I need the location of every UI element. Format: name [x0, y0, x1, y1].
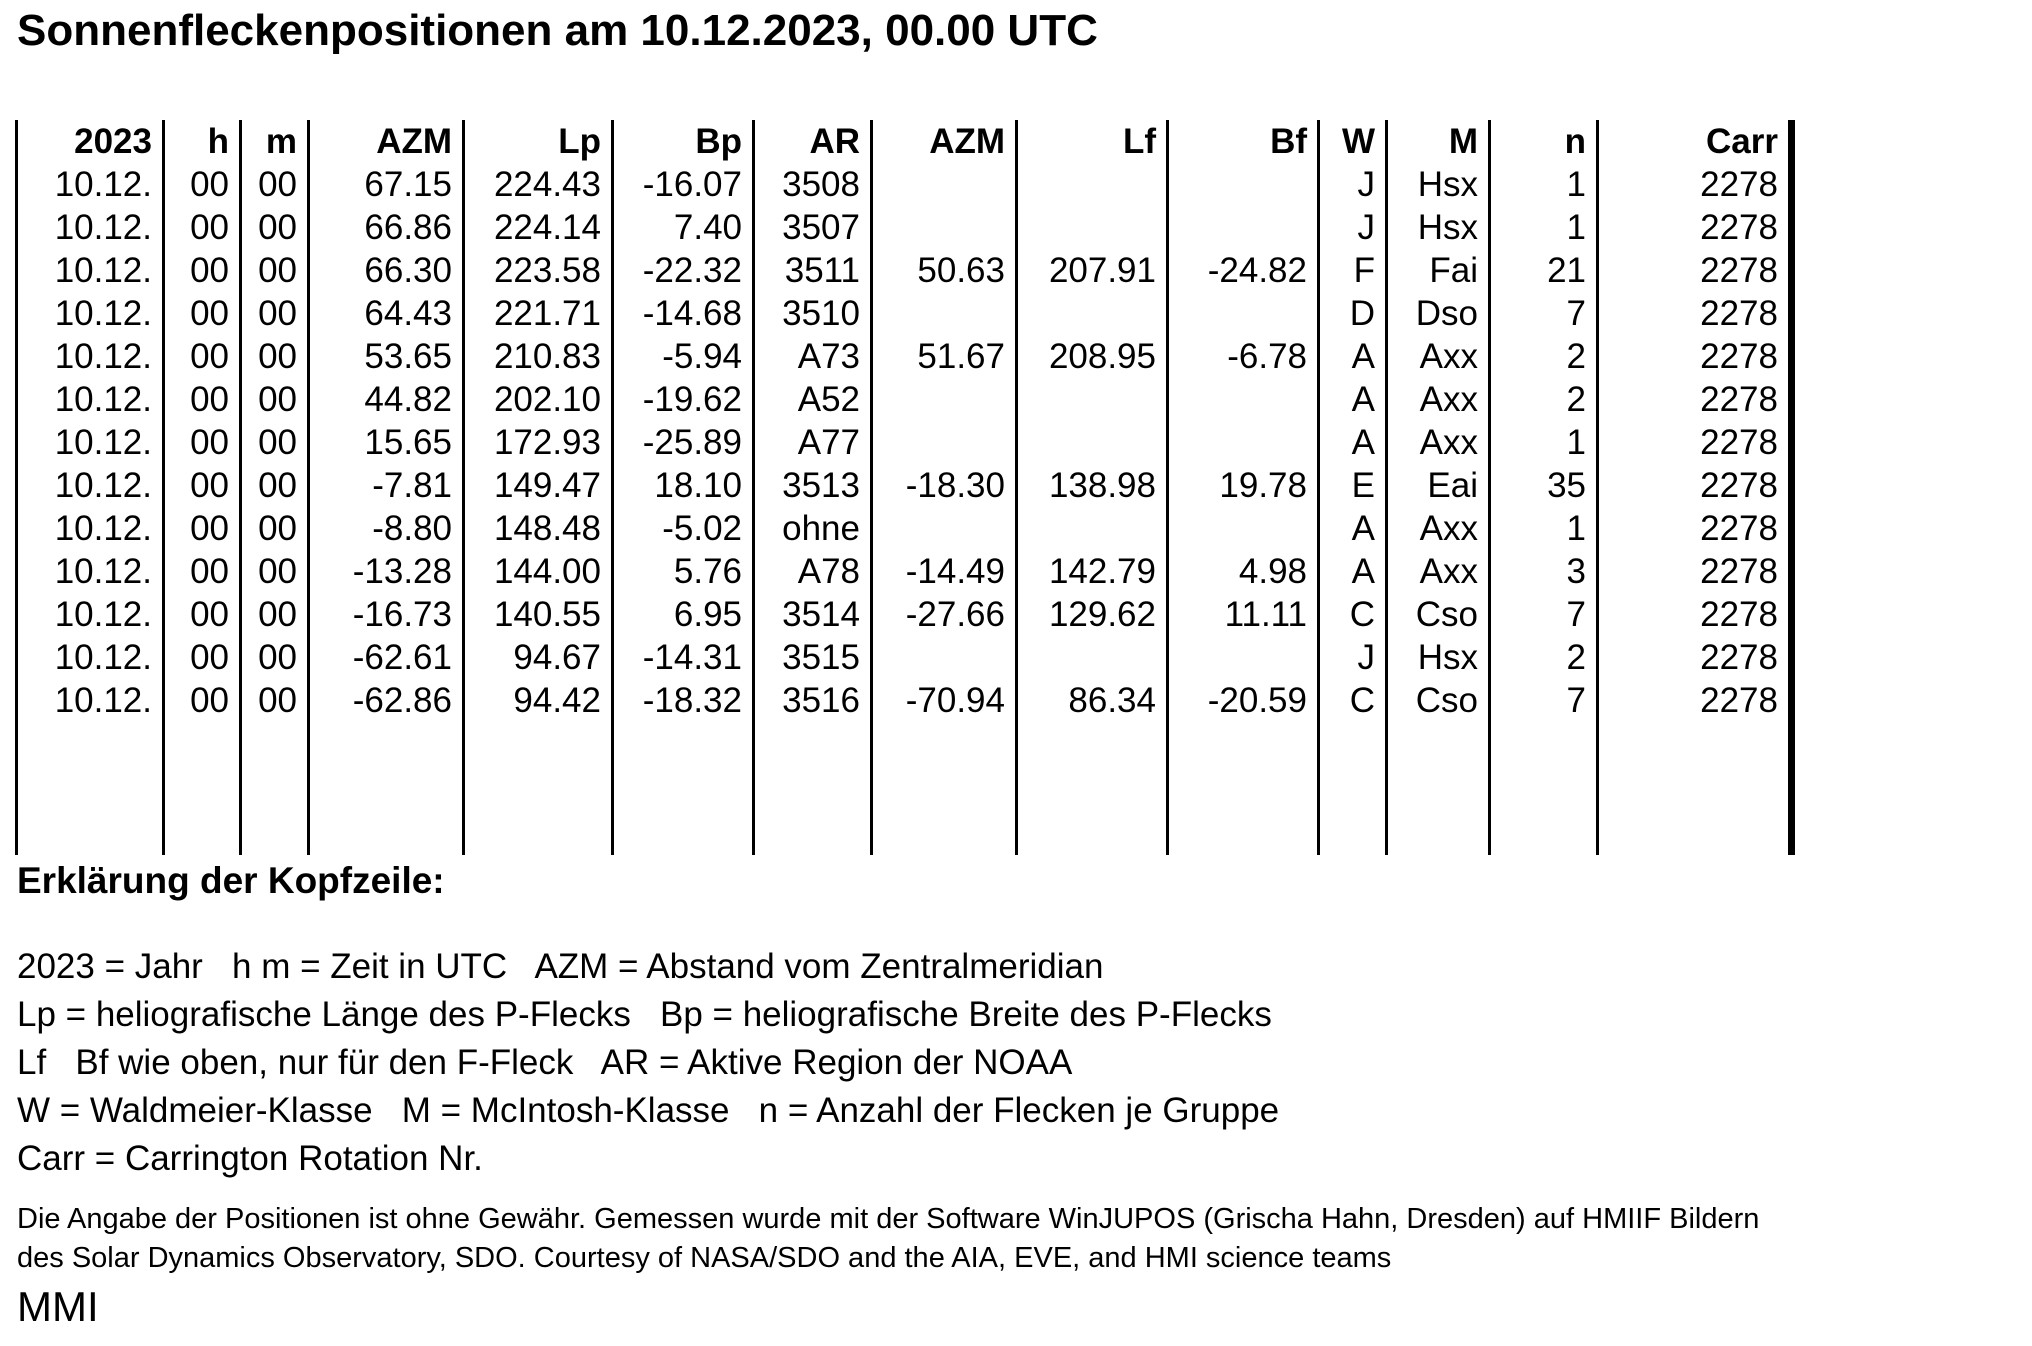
table-cell — [1017, 378, 1168, 421]
table-cell: 10.12. — [17, 593, 164, 636]
table-cell: 10.12. — [17, 679, 164, 722]
col-header-lp: Lp — [464, 120, 613, 163]
table-cell: 00 — [164, 335, 241, 378]
table-cell: 18.10 — [613, 464, 754, 507]
col-header-bf: Bf — [1168, 120, 1319, 163]
table-cell: 4.98 — [1168, 550, 1319, 593]
table-cell: -7.81 — [309, 464, 464, 507]
table-cell: 138.98 — [1017, 464, 1168, 507]
table-cell: 35 — [1490, 464, 1598, 507]
table-filler-cell — [1490, 722, 1598, 855]
col-header-m: m — [241, 120, 309, 163]
table-cell: -62.61 — [309, 636, 464, 679]
table-cell: -22.32 — [613, 249, 754, 292]
table-cell: A — [1319, 378, 1387, 421]
table-cell: 66.86 — [309, 206, 464, 249]
table-cell: 2 — [1490, 378, 1598, 421]
table-cell: Axx — [1387, 335, 1490, 378]
table-cell: 2278 — [1598, 464, 1792, 507]
table-cell: 00 — [164, 679, 241, 722]
table-cell: Fai — [1387, 249, 1490, 292]
table-cell: 10.12. — [17, 378, 164, 421]
table-cell: -19.62 — [613, 378, 754, 421]
table-cell: A77 — [754, 421, 872, 464]
table-row — [17, 464, 1792, 507]
table-cell: 2278 — [1598, 249, 1792, 292]
table-cell — [872, 378, 1017, 421]
table-cell: J — [1319, 206, 1387, 249]
table-cell: -14.31 — [613, 636, 754, 679]
table-cell: 11.11 — [1168, 593, 1319, 636]
table-cell: 1 — [1490, 206, 1598, 249]
table-cell: J — [1319, 636, 1387, 679]
table-cell: 00 — [164, 378, 241, 421]
col-header-carr: Carr — [1598, 120, 1792, 163]
table-cell — [1017, 163, 1168, 206]
table-cell: 2278 — [1598, 636, 1792, 679]
table-cell: 67.15 — [309, 163, 464, 206]
table-cell — [1168, 292, 1319, 335]
table-cell: A73 — [754, 335, 872, 378]
table-cell: 64.43 — [309, 292, 464, 335]
table-cell: 7 — [1490, 292, 1598, 335]
table-cell: 00 — [241, 292, 309, 335]
explanation-line: Carr = Carrington Rotation Nr. — [17, 1139, 483, 1178]
table-cell: 00 — [241, 636, 309, 679]
table-cell: 7.40 — [613, 206, 754, 249]
table-row — [17, 636, 1792, 679]
table-row — [17, 249, 1792, 292]
table-row — [17, 206, 1792, 249]
table-cell: 221.71 — [464, 292, 613, 335]
table-row — [17, 550, 1792, 593]
table-cell: F — [1319, 249, 1387, 292]
table-cell: 10.12. — [17, 163, 164, 206]
table-cell: Axx — [1387, 550, 1490, 593]
table-row — [17, 507, 1792, 550]
table-cell: J — [1319, 163, 1387, 206]
table-cell: 210.83 — [464, 335, 613, 378]
table-cell: 10.12. — [17, 335, 164, 378]
table-cell: 3 — [1490, 550, 1598, 593]
table-cell: 00 — [241, 249, 309, 292]
table-cell: C — [1319, 593, 1387, 636]
table-cell: 3508 — [754, 163, 872, 206]
table-row — [17, 335, 1792, 378]
table-cell: 00 — [241, 507, 309, 550]
table-cell: Hsx — [1387, 636, 1490, 679]
table-row — [17, 378, 1792, 421]
table-cell: A — [1319, 507, 1387, 550]
table-cell: Cso — [1387, 593, 1490, 636]
sunspot-table-container — [15, 120, 1795, 855]
table-cell: 2278 — [1598, 421, 1792, 464]
table-cell: C — [1319, 679, 1387, 722]
table-cell: 140.55 — [464, 593, 613, 636]
table-cell: 129.62 — [1017, 593, 1168, 636]
table-cell: E — [1319, 464, 1387, 507]
table-cell: 00 — [241, 335, 309, 378]
table-cell: -25.89 — [613, 421, 754, 464]
table-header-row — [17, 120, 1792, 163]
table-cell: 2278 — [1598, 292, 1792, 335]
table-cell — [872, 636, 1017, 679]
table-cell: Axx — [1387, 507, 1490, 550]
table-filler-cell — [1598, 722, 1792, 855]
table-cell: 6.95 — [613, 593, 754, 636]
table-filler-cell — [1017, 722, 1168, 855]
table-cell: Dso — [1387, 292, 1490, 335]
table-cell: -5.94 — [613, 335, 754, 378]
table-cell: 00 — [241, 593, 309, 636]
col-header-mclass: M — [1387, 120, 1490, 163]
explanation-heading: Erklärung der Kopfzeile: — [17, 860, 445, 901]
table-cell: ohne — [754, 507, 872, 550]
col-header-w: W — [1319, 120, 1387, 163]
table-cell: -62.86 — [309, 679, 464, 722]
table-cell: 15.65 — [309, 421, 464, 464]
table-cell: 2278 — [1598, 206, 1792, 249]
table-cell: 10.12. — [17, 249, 164, 292]
sunspot-positions-table — [15, 120, 1795, 855]
table-cell: 10.12. — [17, 421, 164, 464]
table-filler-cell — [1387, 722, 1490, 855]
table-cell: 2278 — [1598, 335, 1792, 378]
col-header-h: h — [164, 120, 241, 163]
table-cell: Axx — [1387, 378, 1490, 421]
table-cell: 10.12. — [17, 507, 164, 550]
table-cell: 3507 — [754, 206, 872, 249]
table-cell: -16.07 — [613, 163, 754, 206]
table-cell: 5.76 — [613, 550, 754, 593]
table-cell: -18.32 — [613, 679, 754, 722]
disclaimer-text — [17, 1200, 1759, 1278]
table-cell — [1168, 421, 1319, 464]
disclaimer-line: des Solar Dynamics Observatory, SDO. Courtesy of NASA/SDO and the AIA, EVE, and HMI science teams — [17, 1242, 1392, 1274]
table-cell: 94.42 — [464, 679, 613, 722]
table-row — [17, 593, 1792, 636]
table-filler-cell — [1168, 722, 1319, 855]
table-cell: 00 — [164, 249, 241, 292]
table-cell: -27.66 — [872, 593, 1017, 636]
table-cell: -8.80 — [309, 507, 464, 550]
footer-signature: MMI — [17, 1283, 99, 1330]
table-cell: 202.10 — [464, 378, 613, 421]
col-header-azm-f: AZM — [872, 120, 1017, 163]
table-cell — [1017, 636, 1168, 679]
table-cell — [1168, 206, 1319, 249]
table-cell: 2278 — [1598, 378, 1792, 421]
table-filler-cell — [464, 722, 613, 855]
table-cell: A78 — [754, 550, 872, 593]
table-cell: 3511 — [754, 249, 872, 292]
table-cell: 207.91 — [1017, 249, 1168, 292]
table-cell: 44.82 — [309, 378, 464, 421]
table-cell: 00 — [164, 163, 241, 206]
table-filler-cell — [872, 722, 1017, 855]
table-cell: -14.68 — [613, 292, 754, 335]
col-header-lf: Lf — [1017, 120, 1168, 163]
table-cell — [1168, 163, 1319, 206]
table-cell: 86.34 — [1017, 679, 1168, 722]
table-filler-cell — [309, 722, 464, 855]
table-cell: 00 — [241, 378, 309, 421]
table-cell — [1168, 636, 1319, 679]
table-cell: 2 — [1490, 335, 1598, 378]
table-cell: -14.49 — [872, 550, 1017, 593]
table-cell: 148.48 — [464, 507, 613, 550]
table-cell: 2278 — [1598, 679, 1792, 722]
table-cell: -20.59 — [1168, 679, 1319, 722]
table-cell: 94.67 — [464, 636, 613, 679]
table-cell: 10.12. — [17, 292, 164, 335]
table-cell: 1 — [1490, 507, 1598, 550]
table-cell: 172.93 — [464, 421, 613, 464]
explanation-line: Lf Bf wie oben, nur für den F-Fleck AR = Aktive Region der NOAA — [17, 1043, 1073, 1082]
table-filler-cell — [1319, 722, 1387, 855]
table-cell: A — [1319, 550, 1387, 593]
table-cell: 1 — [1490, 163, 1598, 206]
table-cell: 2278 — [1598, 163, 1792, 206]
table-cell: Cso — [1387, 679, 1490, 722]
table-cell: -16.73 — [309, 593, 464, 636]
table-cell — [872, 507, 1017, 550]
table-filler-row — [17, 722, 1792, 855]
table-filler-cell — [241, 722, 309, 855]
table-cell — [872, 206, 1017, 249]
col-header-n: n — [1490, 120, 1598, 163]
table-cell: A — [1319, 335, 1387, 378]
table-cell: 142.79 — [1017, 550, 1168, 593]
table-cell: 51.67 — [872, 335, 1017, 378]
table-cell: 00 — [241, 550, 309, 593]
table-cell: A52 — [754, 378, 872, 421]
table-cell — [1017, 206, 1168, 249]
table-row — [17, 421, 1792, 464]
table-cell: 3513 — [754, 464, 872, 507]
explanation-line: 2023 = Jahr h m = Zeit in UTC AZM = Abstand vom Zentralmeridian — [17, 947, 1104, 986]
table-cell: 00 — [164, 292, 241, 335]
table-cell: 00 — [241, 206, 309, 249]
table-cell — [1168, 378, 1319, 421]
page-title: Sonnenfleckenpositionen am 10.12.2023, 00.00 UTC — [17, 6, 1098, 55]
table-cell: 1 — [1490, 421, 1598, 464]
table-cell: 149.47 — [464, 464, 613, 507]
table-cell: Hsx — [1387, 163, 1490, 206]
table-cell: 2278 — [1598, 593, 1792, 636]
table-cell: 224.43 — [464, 163, 613, 206]
table-cell: 208.95 — [1017, 335, 1168, 378]
table-cell: 00 — [164, 636, 241, 679]
table-filler-cell — [613, 722, 754, 855]
table-cell: 50.63 — [872, 249, 1017, 292]
table-cell: -24.82 — [1168, 249, 1319, 292]
col-header-bp: Bp — [613, 120, 754, 163]
table-cell: 00 — [164, 507, 241, 550]
table-cell: Hsx — [1387, 206, 1490, 249]
table-cell: 21 — [1490, 249, 1598, 292]
col-header-ar: AR — [754, 120, 872, 163]
table-cell: -70.94 — [872, 679, 1017, 722]
table-filler-cell — [754, 722, 872, 855]
table-cell — [1017, 292, 1168, 335]
table-cell: 3514 — [754, 593, 872, 636]
table-cell — [872, 421, 1017, 464]
table-cell: 223.58 — [464, 249, 613, 292]
table-cell: -6.78 — [1168, 335, 1319, 378]
col-header-year: 2023 — [17, 120, 164, 163]
table-cell: 00 — [164, 421, 241, 464]
col-header-azm-p: AZM — [309, 120, 464, 163]
table-cell: 3515 — [754, 636, 872, 679]
table-row — [17, 163, 1792, 206]
explanation-text — [17, 943, 1279, 1183]
table-cell: 00 — [241, 464, 309, 507]
table-cell: A — [1319, 421, 1387, 464]
table-cell: 7 — [1490, 593, 1598, 636]
table-cell — [1168, 507, 1319, 550]
explanation-line: W = Waldmeier-Klasse M = McIntosh-Klasse n = Anzahl der Flecken je Gruppe — [17, 1091, 1280, 1130]
table-cell: 2 — [1490, 636, 1598, 679]
table-cell: 7 — [1490, 679, 1598, 722]
table-cell: 2278 — [1598, 507, 1792, 550]
table-cell: -5.02 — [613, 507, 754, 550]
table-cell: 10.12. — [17, 206, 164, 249]
table-cell: 00 — [241, 679, 309, 722]
table-cell — [872, 163, 1017, 206]
table-cell: 10.12. — [17, 550, 164, 593]
disclaimer-line: Die Angabe der Positionen ist ohne Gewähr. Gemessen wurde mit der Software WinJUPOS (Grischa Hahn, Dresden) auf HMIIF Bildern — [17, 1203, 1760, 1235]
table-cell — [872, 292, 1017, 335]
table-cell: Axx — [1387, 421, 1490, 464]
table-cell: D — [1319, 292, 1387, 335]
explanation-line: Lp = heliografische Länge des P-Flecks Bp = heliografische Breite des P-Flecks — [17, 995, 1272, 1034]
table-cell: 3510 — [754, 292, 872, 335]
table-cell: 00 — [164, 550, 241, 593]
table-cell: 00 — [241, 421, 309, 464]
table-cell: 00 — [164, 464, 241, 507]
table-cell: 144.00 — [464, 550, 613, 593]
table-row — [17, 679, 1792, 722]
table-cell: -18.30 — [872, 464, 1017, 507]
table-cell: 10.12. — [17, 636, 164, 679]
table-cell: 224.14 — [464, 206, 613, 249]
table-row — [17, 292, 1792, 335]
table-cell: 3516 — [754, 679, 872, 722]
table-cell — [1017, 507, 1168, 550]
table-cell: 10.12. — [17, 464, 164, 507]
table-cell: 19.78 — [1168, 464, 1319, 507]
table-cell — [1017, 421, 1168, 464]
table-cell: 2278 — [1598, 550, 1792, 593]
table-filler-cell — [17, 722, 164, 855]
table-cell: Eai — [1387, 464, 1490, 507]
table-filler-cell — [164, 722, 241, 855]
table-cell: 00 — [241, 163, 309, 206]
table-cell: 53.65 — [309, 335, 464, 378]
table-cell: 00 — [164, 593, 241, 636]
table-cell: 66.30 — [309, 249, 464, 292]
table-cell: 00 — [164, 206, 241, 249]
table-cell: -13.28 — [309, 550, 464, 593]
